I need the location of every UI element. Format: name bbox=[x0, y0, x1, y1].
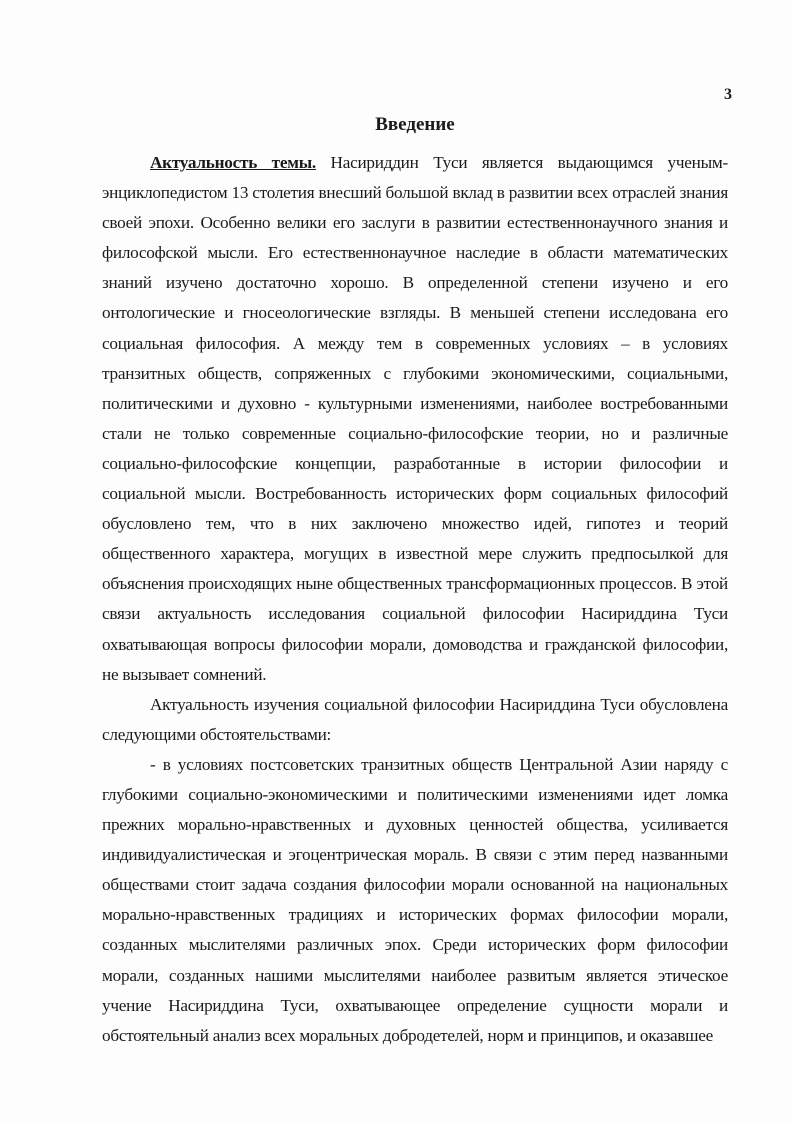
paragraph-text: - в условиях постсоветских транзитных обществ Центральной Азии наряду с глубокими социально-экономическими и политическими изменениями идет ломка прежних морально-нравственных и духовных ценностей общества, усиливается индивидуалистическая и эгоцентрическая мораль. В связи с этим перед названными обществами стоит задача создания философии морали основанной на национальных морально-нравственных традициях и исторических формах философии морали, созданных мыслителями различных эпох. Среди исторических форм философии морали, созданных нашими мыслителями наиболее развитым является этическое учение Насириддина Туси, охватывающее определение сущности морали и обстоятельный анализ всех моральных добродетелей, норм и принципов, и оказавшее bbox=[102, 754, 728, 1045]
section-title: Введение bbox=[375, 114, 455, 135]
paragraph-lead: Актуальность темы. bbox=[150, 153, 316, 172]
body-text bbox=[102, 148, 728, 1051]
paragraph-text: Насириддин Туси является выдающимся ученым-энциклопедистом 13 столетия внесший большой вклад в развитии всех отраслей знания своей эпохи. Особенно велики его заслуги в развитии естественнонаучного знания и философской мысли. Его естественнонаучное наследие в области математических знаний изучено достаточно хорошо. В определенной степени изучено и его онтологические и гносеологические взгляды. В меньшей степени исследована его социальная философия. А между тем в современных условиях – в условиях транзитных обществ, сопряженных с глубокими экономическими, социальными, политическими и духовно - культурными изменениями, наиболее востребованными стали не только современные социально-философские теории, но и различные социально-философские концепции, разработанные в истории философии и социальной мысли. Востребованность исторических форм социальных философий обусловлено тем, что в них заключено множество идей, гипотез и теорий общественного характера, могущих в известной мере служить предпосылкой для объяснения происходящих ныне общественных трансформационных процессов. В этой связи актуальность исследования социальной философии Насириддина Туси охватывающая вопросы философии морали, домоводства и гражданской философии, не вызывает сомнений. bbox=[102, 153, 728, 684]
paragraph-relevance bbox=[102, 148, 728, 690]
paragraph-circumstances bbox=[102, 690, 728, 750]
page-number: 3 bbox=[724, 86, 732, 103]
paragraph-text: Актуальность изучения социальной философии Насириддина Туси обусловлена следующими обстоятельствами: bbox=[102, 694, 728, 744]
paragraph-post-soviet bbox=[102, 750, 728, 1051]
